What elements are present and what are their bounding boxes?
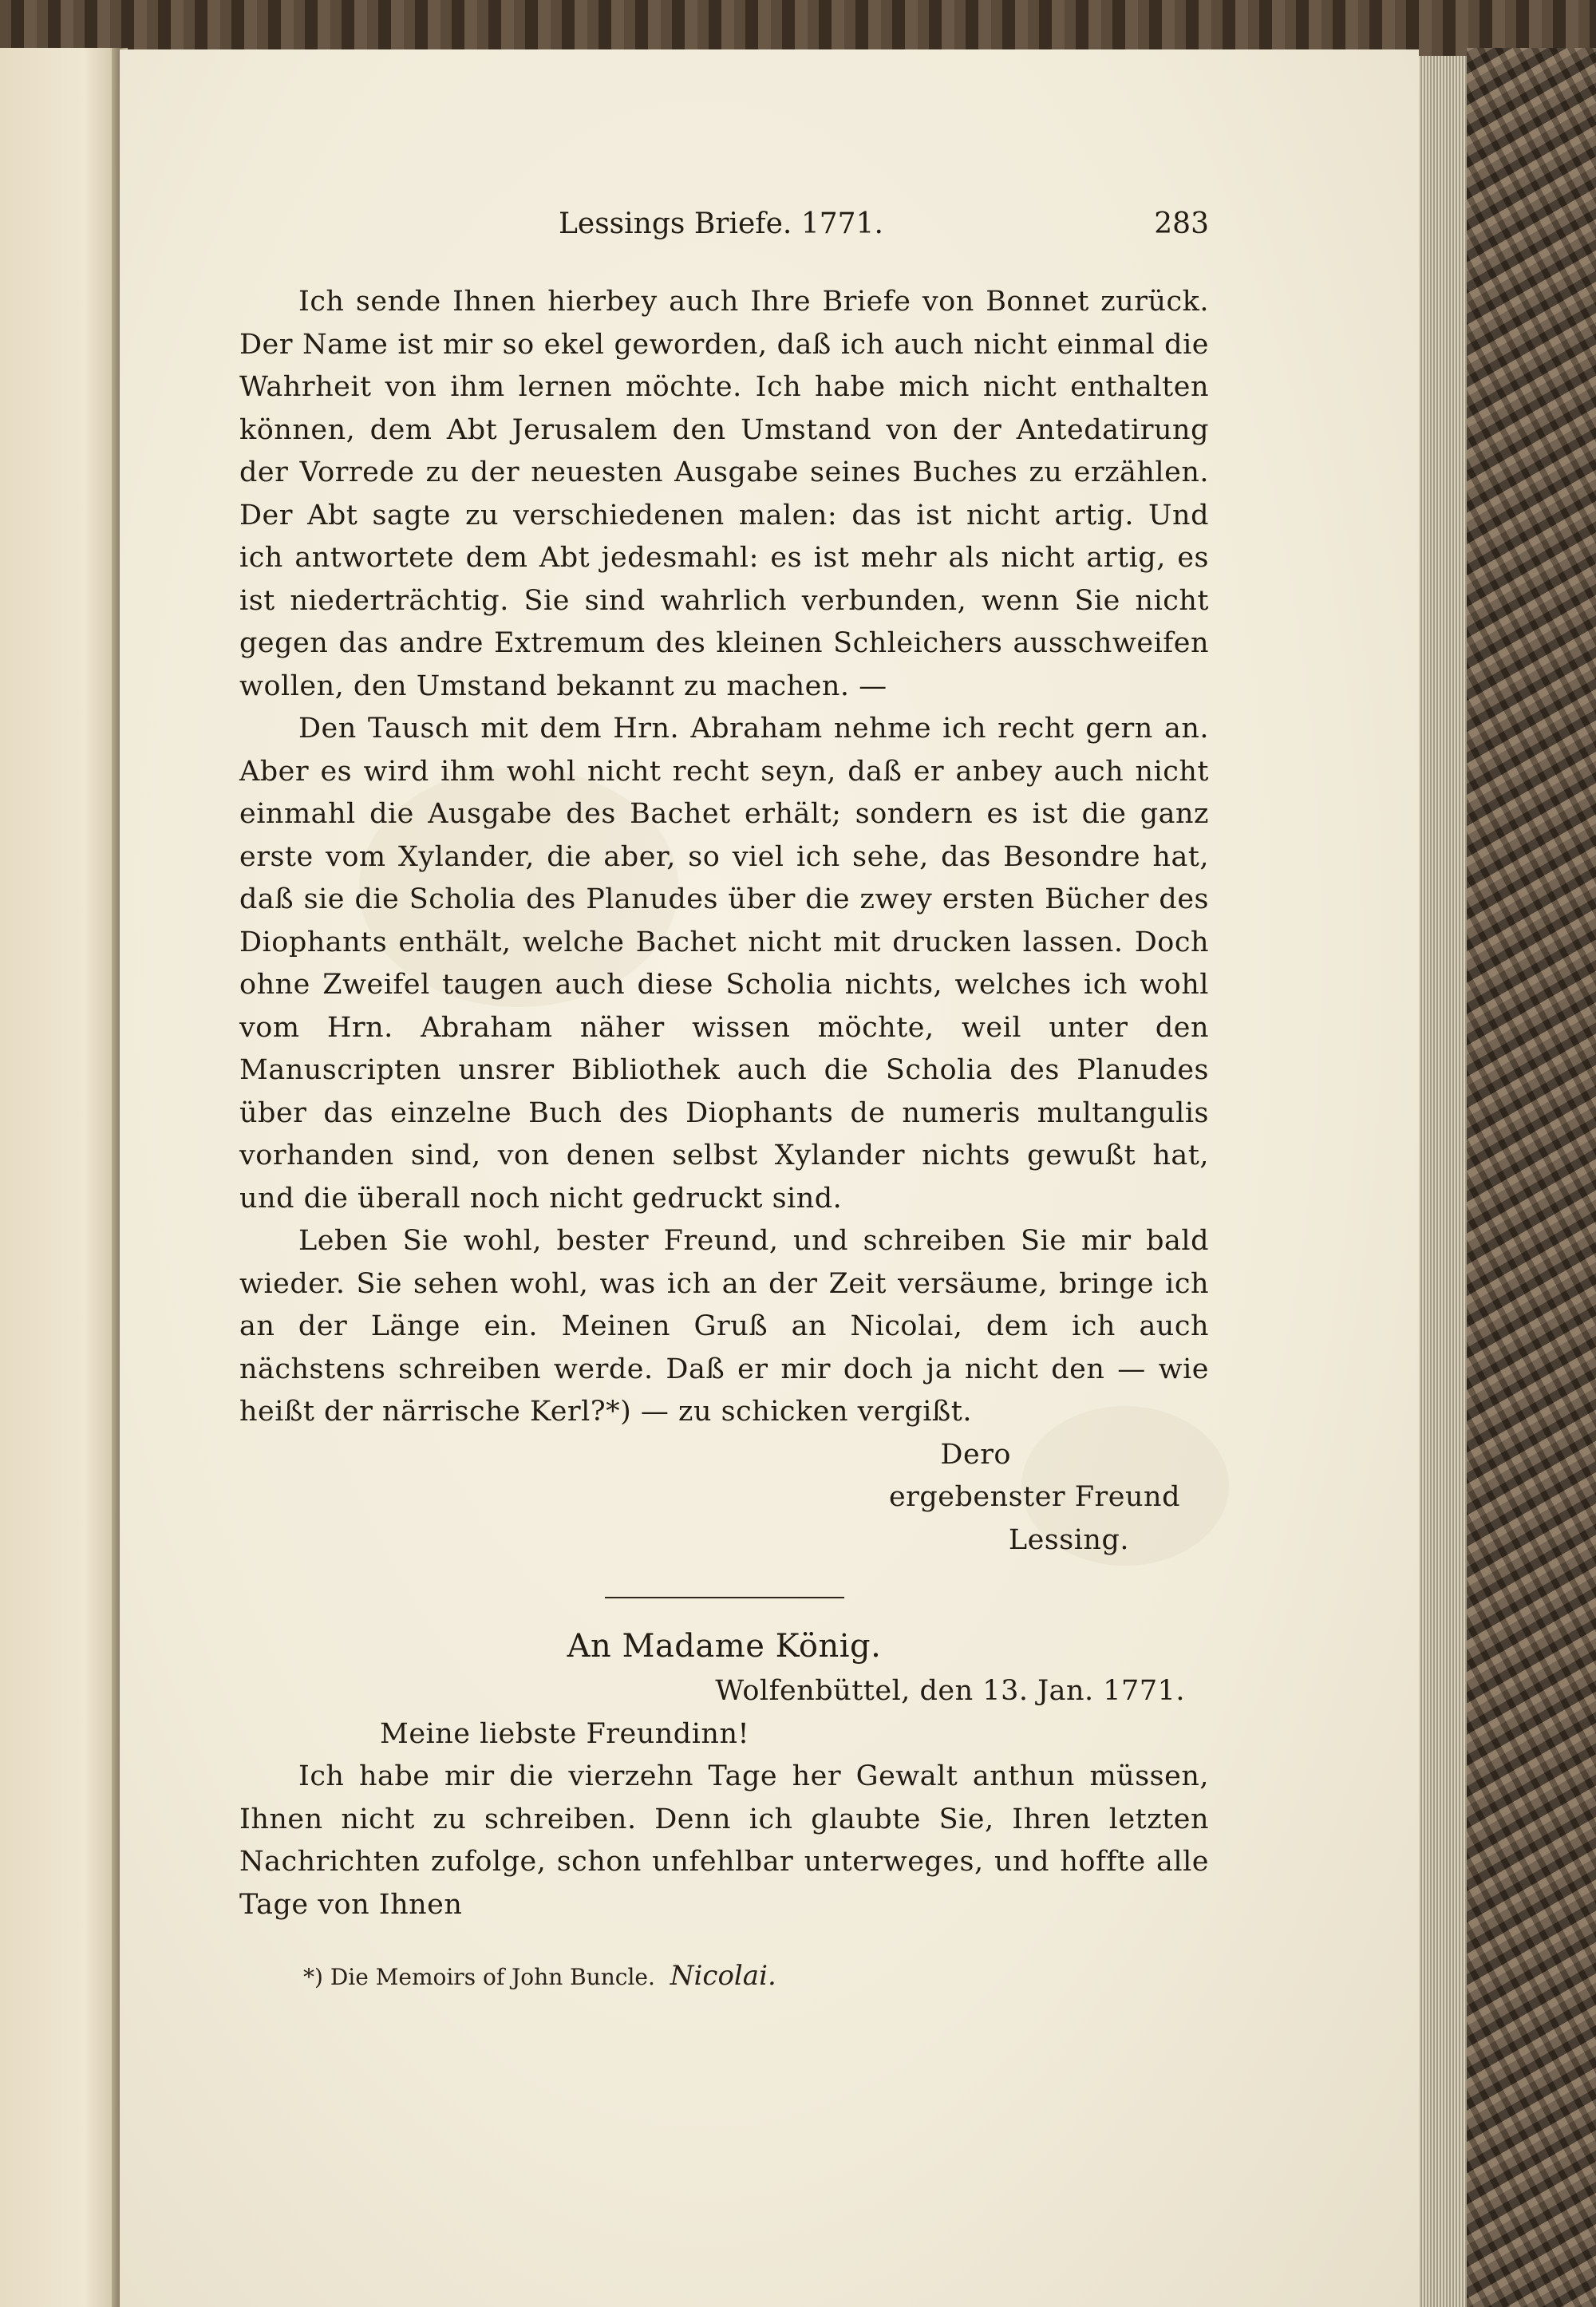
letter2-title: An Madame König. xyxy=(567,1628,882,1665)
closing-line-freund: ergebenster Freund xyxy=(888,1481,1180,1513)
running-title: Lessings Briefe. 1771. xyxy=(559,207,883,240)
footnote-text: *) Die Memoirs of John Buncle. xyxy=(303,1964,655,1990)
letter1-paragraph-2: Den Tausch mit dem Hrn. Abraham nehme ich recht gern an. Aber es wird ihm wohl nicht recht seyn, daß er anbey auch nicht einmahl die Ausgabe des Bachet erhält; sondern es ist die ganz erste vom Xylander, die aber, so viel ich sehe, das Besondre hat, daß sie die Scholia des Planudes über die zwey ersten Bücher des Diophants enthält, welche Bachet nicht mit drucken lassen. Doch ohne Zweifel taugen auch diese Scholia nichts, welches ich wohl vom Hrn. Abraham näher wissen möchte, weil unter den Manuscripten unsrer Bibliothek auch die Scholia des Planudes über das einzelne Buch des Diophants de numeris multangulis vorhanden sind, von denen selbst Xylander nichts gewußt hat, und die überall noch nicht gedruckt sind. xyxy=(239,713,1209,1215)
footnote-signature: Nicolai. xyxy=(670,1960,776,1992)
page-header xyxy=(239,207,1209,1921)
left-page-edge xyxy=(0,48,120,2307)
page-number: 283 xyxy=(1154,207,1209,240)
letter2-dateline: Wolfenbüttel, den 13. Jan. 1771. xyxy=(715,1675,1185,1707)
section-divider xyxy=(605,1597,844,1598)
letter1-closing xyxy=(239,1434,1209,1562)
text-block xyxy=(239,281,1209,1926)
letter1-paragraph-3: Leben Sie wohl, bester Freund, und schreiben Sie mir bald wieder. Sie sehen wohl, was ich an der Zeit versäume, bringe ich an der Länge ein. Meinen Gruß an Nicolai, dem ich auch nächstens schreiben werde. Daß er mir doch ja nicht den — wie heißt der närrische Kerl?*) — zu schicken vergißt. xyxy=(239,1225,1209,1428)
footnote xyxy=(303,1960,776,1992)
letter2-salutation: Meine liebste Freundinn! xyxy=(380,1717,750,1750)
letter2-paragraph: Ich habe mir die vierzehn Tage her Gewalt anthun müssen, Ihnen nicht zu schreiben. Denn ich glaubte Sie, Ihren letzten Nachrichten zufolge, schon unfehlbar unterweges, und hoffte alle Tage von Ihnen xyxy=(239,1760,1209,1921)
binding-top-band xyxy=(0,0,1596,56)
closing-signature: Lessing. xyxy=(1008,1523,1129,1556)
letter1-paragraph-1: Ich sende Ihnen hierbey auch Ihre Briefe von Bonnet zurück. Der Name ist mir so ekel geworden, daß ich auch nicht einmal die Wahrheit von ihm lernen möchte. Ich habe mich nicht enthalten können, dem Abt Jerusalem den Umstand von der Antedatirung der Vorrede zu der neuesten Ausgabe seines Buches zu erzählen. Der Abt sagte zu verschiedenen malen: das ist nicht artig. Und ich antwortete dem Abt jedesmahl: es ist mehr als nicht artig, es ist niederträchtig. Sie sind wahrlich verbunden, wenn Sie nicht gegen das andre Extremum des kleinen Schleichers ausschweifen wollen, den Umstand bekannt zu machen. — xyxy=(239,286,1209,702)
closing-line-dero: Dero xyxy=(940,1438,1011,1471)
page-edges xyxy=(1419,56,1467,2307)
marbled-cover xyxy=(1467,48,1596,2307)
